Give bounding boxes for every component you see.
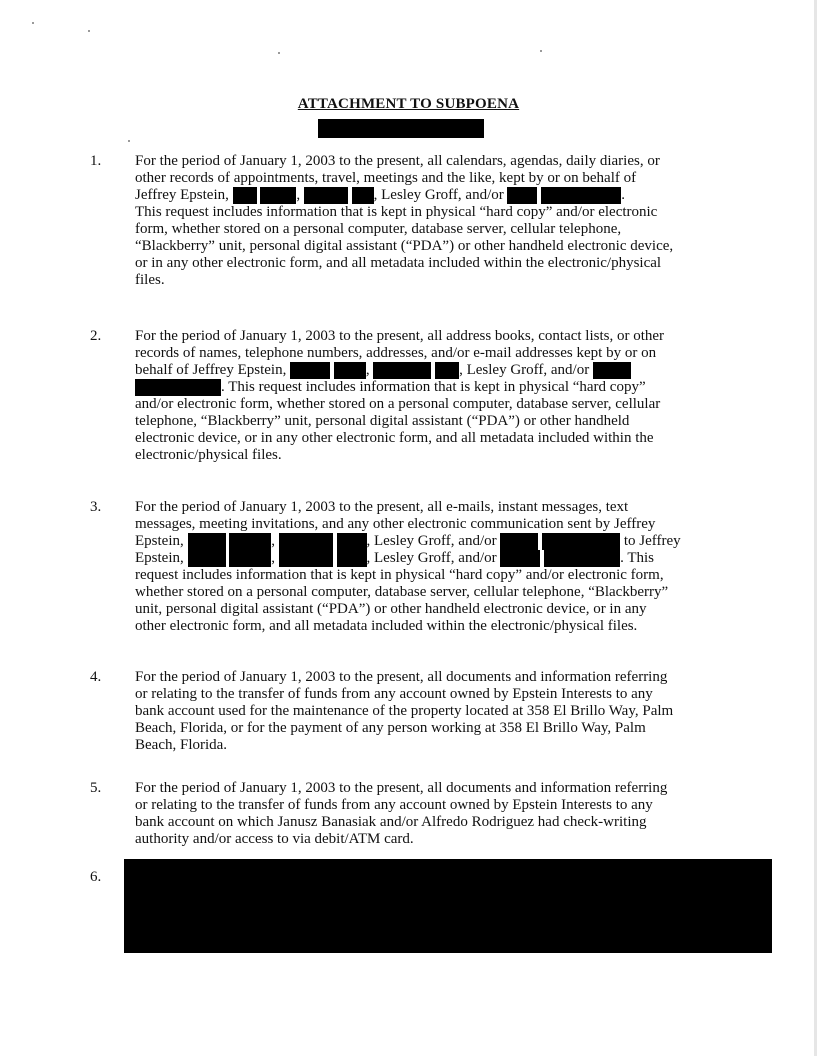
redaction-block	[233, 187, 257, 204]
scan-speck	[540, 50, 542, 52]
text-line	[135, 720, 725, 737]
text-segment: electronic/physical files.	[135, 447, 282, 463]
text-segment: unit, personal digital assistant (“PDA”) or other handheld electronic device, or in any	[135, 601, 647, 617]
redaction-block	[435, 362, 459, 379]
text-segment: “Blackberry” unit, personal digital assistant (“PDA”) or other handheld electronic device,	[135, 238, 674, 254]
text-line	[135, 170, 725, 187]
text-line	[135, 737, 725, 754]
item-number: 2.	[90, 328, 102, 344]
redaction-block	[334, 362, 366, 379]
text-segment: Beach, Florida.	[135, 737, 228, 753]
item-3-text	[135, 499, 725, 635]
text-segment: and/or electronic form, whether stored on a personal computer, database server, cellular	[135, 396, 661, 412]
text-segment: or relating to the transfer of funds from any account owned by Epstein Interests to any	[135, 797, 653, 813]
item-number: 5.	[90, 780, 102, 796]
text-segment: , Lesley Groff, and/or	[459, 362, 593, 378]
text-line	[135, 533, 725, 550]
text-line	[135, 362, 725, 379]
text-line	[135, 780, 725, 797]
text-segment: form, whether stored on a personal computer, database server, cellular telephone,	[135, 221, 622, 237]
text-line	[135, 814, 725, 831]
text-segment: For the period of January 1, 2003 to the present, all e-mails, instant messages, text	[135, 499, 629, 515]
text-segment: Epstein,	[135, 550, 188, 566]
text-line	[135, 379, 725, 396]
text-segment: , Lesley Groff, and/or	[366, 550, 501, 566]
text-segment: For the period of January 1, 2003 to the present, all address books, contact lists, or other	[135, 328, 665, 344]
text-line	[135, 345, 725, 362]
text-segment: authority and/or access to via debit/ATM card.	[135, 831, 414, 847]
item-number: 3.	[90, 499, 102, 515]
text-segment: whether stored on a personal computer, database server, cellular telephone, “Blackberry”	[135, 584, 669, 600]
text-segment: messages, meeting invitations, and any other electronic communication sent by Jeffrey	[135, 516, 656, 532]
redaction-block	[352, 187, 374, 204]
scan-speck	[128, 140, 130, 142]
text-segment: For the period of January 1, 2003 to the present, all documents and information referring	[135, 780, 668, 796]
text-segment: Beach, Florida, or for the payment of any person working at 358 El Brillo Way, Palm	[135, 720, 646, 736]
item-4-text	[135, 669, 725, 754]
redaction-block	[229, 533, 271, 550]
text-segment: or relating to the transfer of funds from any account owned by Epstein Interests to any	[135, 686, 653, 702]
text-line	[135, 831, 725, 848]
item-5-text	[135, 780, 725, 848]
text-segment: files.	[135, 272, 165, 288]
redaction-block	[500, 533, 538, 550]
redaction-block	[500, 550, 540, 567]
redaction-block	[337, 550, 367, 567]
text-line	[135, 413, 725, 430]
text-segment: , Lesley Groff, and/or	[373, 187, 508, 203]
text-line	[135, 221, 725, 238]
text-line	[135, 187, 725, 204]
text-segment: bank account on which Janusz Banasiak and/or Alfredo Rodriguez had check-writing	[135, 814, 647, 830]
redaction-block	[279, 550, 333, 567]
redaction-block	[135, 379, 221, 396]
text-segment: other electronic form, and all metadata included within the electronic/physical files.	[135, 618, 638, 634]
text-line	[135, 272, 725, 289]
scan-speck	[32, 22, 34, 24]
redaction-block	[304, 187, 348, 204]
redaction-block	[279, 533, 333, 550]
text-segment: For the period of January 1, 2003 to the present, all calendars, agendas, daily diaries, or	[135, 153, 660, 169]
text-line	[135, 703, 725, 720]
text-line	[135, 396, 725, 413]
text-line	[135, 797, 725, 814]
page-title: ATTACHMENT TO SUBPOENA	[297, 96, 520, 112]
text-segment: or in any other electronic form, and all metadata included within the electronic/physical	[135, 255, 662, 271]
redaction-block	[373, 362, 431, 379]
text-segment: .	[621, 187, 625, 203]
redaction-block	[229, 550, 271, 567]
item-6-redaction	[124, 859, 772, 953]
text-line	[135, 447, 725, 464]
text-line	[135, 255, 725, 272]
text-line	[135, 499, 725, 516]
text-segment: ,	[365, 362, 374, 378]
text-segment: Jeffrey Epstein,	[135, 187, 233, 203]
item-1-text	[135, 153, 725, 289]
text-line	[135, 601, 725, 618]
redaction-block	[260, 187, 296, 204]
text-segment: telephone, “Blackberry” unit, personal digital assistant (“PDA”) or other handheld	[135, 413, 630, 429]
item-number: 4.	[90, 669, 102, 685]
text-line	[135, 204, 725, 221]
text-segment: bank account used for the maintenance of the property located at 358 El Brillo Way, Palm	[135, 703, 674, 719]
text-line	[135, 238, 725, 255]
text-segment: For the period of January 1, 2003 to the present, all documents and information referring	[135, 669, 668, 685]
text-segment: request includes information that is kept in physical “hard copy” and/or electronic form,	[135, 567, 664, 583]
redaction-block	[188, 550, 226, 567]
text-segment: to Jeffrey	[620, 533, 681, 549]
text-line	[135, 618, 725, 635]
redaction-block	[507, 187, 537, 204]
text-line	[135, 516, 725, 533]
scan-speck	[278, 52, 280, 54]
text-line	[135, 669, 725, 686]
text-segment: ,	[271, 533, 279, 549]
redaction-block	[593, 362, 631, 379]
item-number: 6.	[90, 869, 102, 885]
text-segment: Epstein,	[135, 533, 188, 549]
item-number: 1.	[90, 153, 102, 169]
text-segment: . This	[620, 550, 655, 566]
item-2-text	[135, 328, 725, 464]
redaction-block	[542, 533, 620, 550]
text-segment: ,	[296, 187, 304, 203]
scan-speck	[88, 30, 90, 32]
redaction-block	[290, 362, 330, 379]
text-line	[135, 153, 725, 170]
redaction-block	[541, 187, 621, 204]
text-line	[135, 430, 725, 447]
text-segment: . This request includes information that is kept in physical “hard copy”	[221, 379, 646, 395]
text-line	[135, 686, 725, 703]
text-line	[135, 550, 725, 567]
text-segment: records of names, telephone numbers, addresses, and/or e-mail addresses kept by or on	[135, 345, 657, 361]
text-segment: behalf of Jeffrey Epstein,	[135, 362, 291, 378]
text-line	[135, 584, 725, 601]
text-segment: electronic device, or in any other electronic form, and all metadata included within the	[135, 430, 654, 446]
redaction-block	[337, 533, 367, 550]
redaction-block	[544, 550, 620, 567]
text-line	[135, 567, 725, 584]
text-line	[135, 328, 725, 345]
text-segment: , Lesley Groff, and/or	[366, 533, 501, 549]
text-segment: This request includes information that is kept in physical “hard copy” and/or electronic	[135, 204, 658, 220]
text-segment: ,	[271, 550, 279, 566]
text-segment: other records of appointments, travel, meetings and the like, kept by or on behalf of	[135, 170, 637, 186]
title-redaction	[318, 119, 484, 138]
redaction-block	[188, 533, 226, 550]
